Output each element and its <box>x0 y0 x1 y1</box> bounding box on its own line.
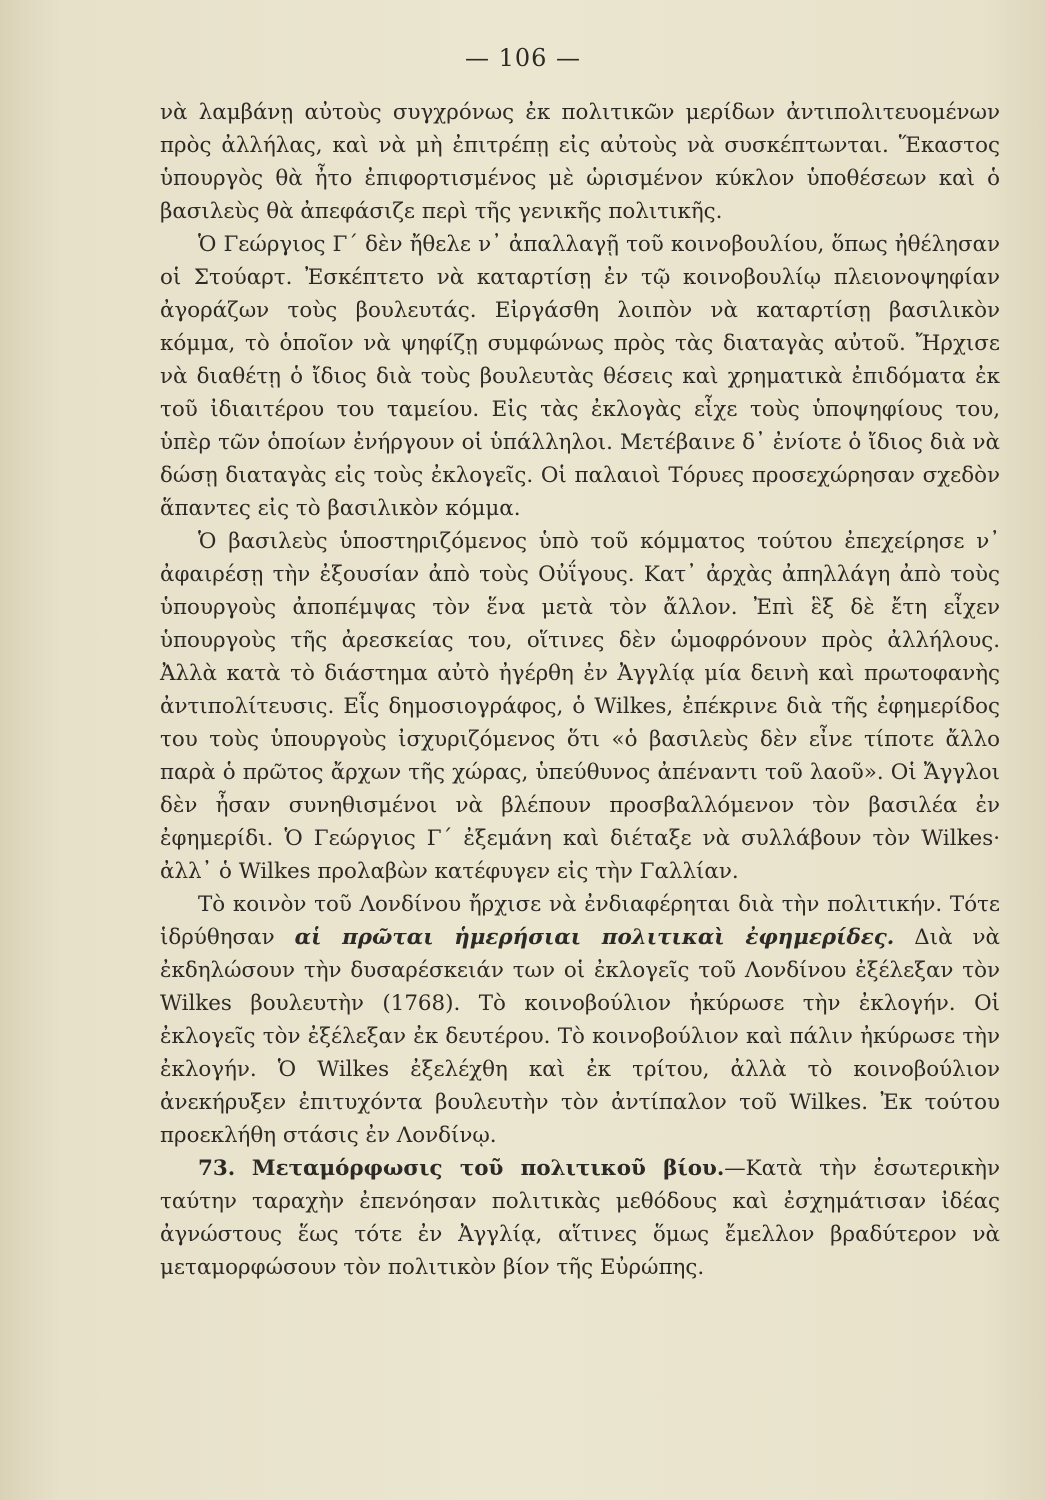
section-title: Μεταμόρφωσις τοῦ πολιτικοῦ βίου. <box>251 1156 725 1181</box>
paragraph-1: νὰ λαμβάνῃ αὐτοὺς συγχρόνως ἐκ πολιτικῶν μερίδων ἀντιπολιτευομένων πρὸς ἀλλήλας, καὶ νὰ μὴ ἐπιτρέπῃ εἰς αὐτοὺς νὰ συσκέπτωνται. Ἕκαστος ὑπουργὸς θὰ ἦτο ἐπιφορτισμένος μὲ ὡρισμένον κύκλον ὑποθέσεων καὶ ὁ βασιλεὺς θὰ ἀπεφάσιζε περὶ τῆς γενικῆς πολιτικῆς. <box>160 100 1000 224</box>
paragraph-2: Ὁ Γεώργιος Γ´ δὲν ἤθελε ν᾽ ἀπαλλαγῇ τοῦ κοινοβουλίου, ὅπως ἠθέλησαν οἱ Στούαρτ. Ἐσκέπτετο νὰ καταρτίσῃ ἐν τῷ κοινοβουλίῳ πλειονοψηφίαν ἀγοράζων τοὺς βουλευτάς. Εἰργάσθη λοιπὸν νὰ καταρτίσῃ βασιλικὸν κόμμα, τὸ ὁποῖον νὰ ψηφίζῃ συμφώνως πρὸς τὰς διαταγὰς αὐτοῦ. Ἤρχισε νὰ διαθέτῃ ὁ ἴδιος διὰ τοὺς βουλευτὰς θέσεις καὶ χρηματικὰ ἐπιδόματα ἐκ τοῦ ἰδιαιτέρου του ταμείου. Εἰς τὰς ἐκλογὰς εἶχε τοὺς ὑποψηφίους του, ὑπὲρ τῶν ὁποίων ἐνήργουν οἱ ὑπάλληλοι. Μετέβαινε δ᾽ ἐνίοτε ὁ ἴδιος διὰ νὰ δώσῃ διαταγὰς εἰς τοὺς ἐκλογεῖς. Οἱ παλαιοὶ Τόρυες προσεχώρησαν σχεδὸν ἅπαντες εἰς τὸ βασιλικὸν κόμμα. <box>160 232 1000 521</box>
section-number: 73. <box>198 1156 236 1181</box>
emphasized-phrase: αἱ πρῶται ἡμερήσιαι πολιτικαὶ ἐφημερίδες. <box>294 925 895 950</box>
paragraph-4 <box>160 888 1000 1152</box>
paragraph-4-text-before: Τὸ κοινὸν τοῦ Λονδίνου ἤρχισε νὰ ἐνδιαφέρηται διὰ τὴν πολιτικήν. Τότε ἱδρύθησαν <box>160 892 1000 950</box>
paragraph-4-text-after: Διὰ νὰ ἐκδηλώσουν τὴν δυσαρέσκειάν των οἱ ἐκλογεῖς τοῦ Λονδίνου ἐξέλεξαν τὸν Wilkes βουλευτὴν (1768). Τὸ κοινοβούλιον ἠκύρωσε τὴν ἐκλογήν. Οἱ ἐκλογεῖς τὸν ἐξέλεξαν ἐκ δευτέρου. Τὸ κοινοβούλιον καὶ πάλιν ἠκύρωσε τὴν ἐκλογήν. Ὁ Wilkes ἐξελέχθη καὶ ἐκ τρίτου, ἀλλὰ τὸ κοινοβούλιον ἀνεκήρυξεν ἐπιτυχόντα βουλευτὴν τὸν ἀντίπαλον τοῦ Wilkes. Ἐκ τούτου προεκλήθη στάσις ἐν Λονδίνῳ. <box>160 925 1000 1148</box>
body-text <box>160 96 1000 1284</box>
section-73-text: —Κατὰ τὴν ἐσωτερικὴν ταύτην ταραχὴν ἐπενόησαν πολιτικὰς μεθόδους καὶ ἐσχημάτισαν ἰδέας ἀγνώστους ἕως τότε ἐν Ἀγγλίᾳ, αἵτινες ὅμως ἔμελλον βραδύτερον νὰ μεταμορφώσουν τὸν πολιτικὸν βίον τῆς Εὐρώπης. <box>160 1156 1001 1280</box>
page-number: — 106 — <box>464 44 582 72</box>
section-73-paragraph <box>160 1152 1000 1284</box>
paragraph-3: Ὁ βασιλεὺς ὑποστηριζόμενος ὑπὸ τοῦ κόμματος τούτου ἐπεχείρησε ν᾽ ἀφαιρέσῃ τὴν ἐξουσίαν ἀπὸ τοὺς Οὐΐγους. Κατ᾽ ἀρχὰς ἀπηλλάγη ἀπὸ τοὺς ὑπουργοὺς ἀποπέμψας τὸν ἕνα μετὰ τὸν ἄλλον. Ἐπὶ ἓξ δὲ ἔτη εἶχεν ὑπουργοὺς τῆς ἀρεσκείας του, οἵτινες δὲν ὡμοφρόνουν πρὸς ἀλλήλους. Ἀλλὰ κατὰ τὸ διάστημα αὐτὸ ἠγέρθη ἐν Ἀγγλίᾳ μία δεινὴ καὶ πρωτοφανὴς ἀντιπολίτευσις. Εἷς δημοσιογράφος, ὁ Wilkes, ἐπέκρινε διὰ τῆς ἐφημερίδος του τοὺς ὑπουργοὺς ἰσχυριζόμενος ὅτι «ὁ βασιλεὺς δὲν εἶνε τίποτε ἄλλο παρὰ ὁ πρῶτος ἄρχων τῆς χώρας, ὑπεύθυνος ἀπέναντι τοῦ λαοῦ». Οἱ Ἄγγλοι δὲν ἦσαν συνηθισμένοι νὰ βλέπουν προσβαλλόμενον τὸν βασιλέα ἐν ἐφημερίδι. Ὁ Γεώργιος Γ´ ἐξεμάνη καὶ διέταξε νὰ συλλάβουν τὸν Wilkes· ἀλλ᾽ ὁ Wilkes προλαβὼν κατέφυγεν εἰς τὴν Γαλλίαν. <box>160 529 1000 884</box>
